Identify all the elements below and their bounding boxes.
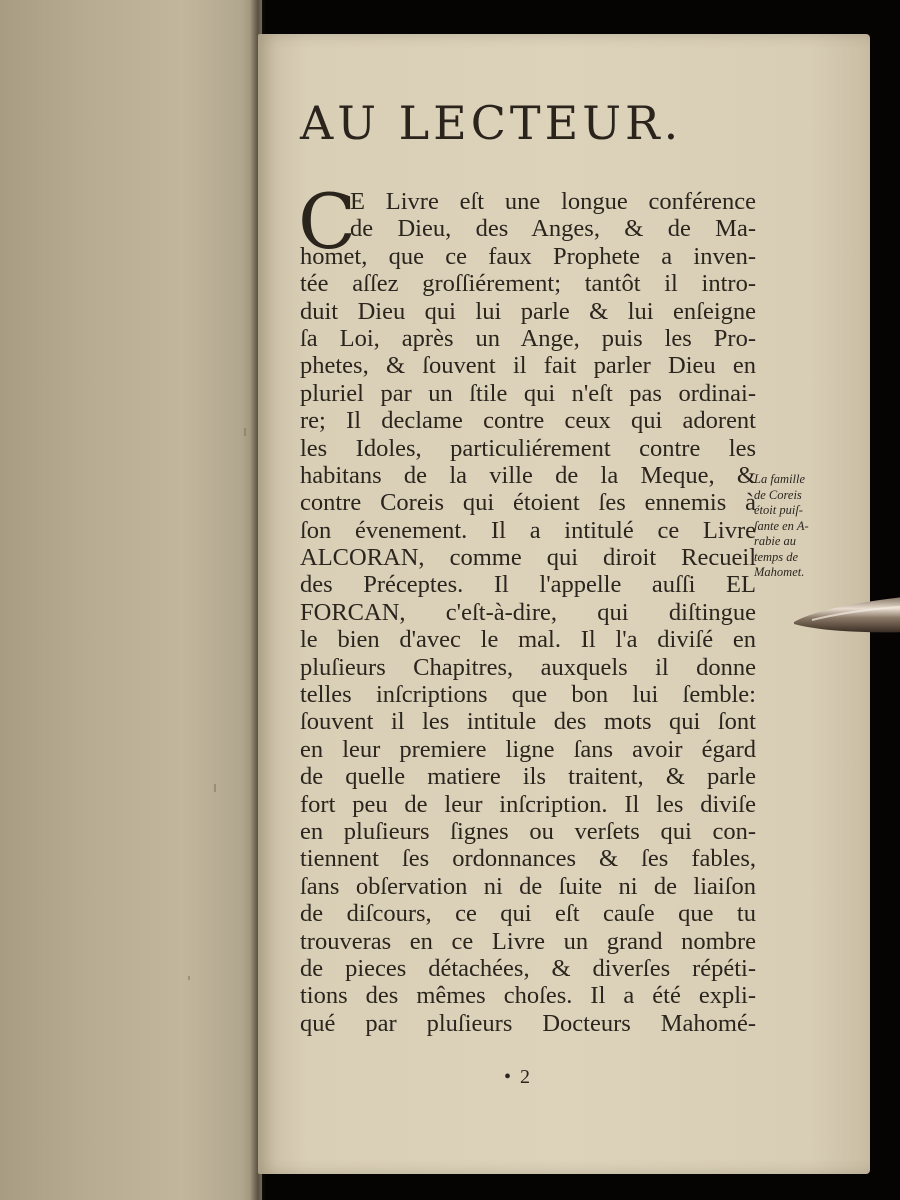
body-line: pluriel par un ſtile qui n'eſt pas ordinai- bbox=[300, 379, 756, 407]
body-line: habitans de la ville de la Meque, & bbox=[300, 461, 756, 489]
margin-note-line: temps de bbox=[754, 549, 799, 564]
body-line: telles inſcriptions que bon lui ſemble: bbox=[300, 681, 756, 709]
body-line: en leur premiere ligne ſans avoir égard bbox=[300, 735, 756, 763]
body-line: ALCORAN, comme qui diroit Recueil bbox=[300, 544, 756, 572]
body-line: de Dieu, des Anges, & de Ma- bbox=[350, 215, 756, 243]
body-line: en pluſieurs ſignes ou verſets qui con- bbox=[300, 817, 756, 845]
body-line: re; Il declame contre ceux qui adorent bbox=[300, 407, 756, 435]
body-line: ſouvent il les intitule des mots qui ſont bbox=[300, 708, 756, 736]
body-line: duit Dieu qui lui parle & lui enſeigne bbox=[300, 297, 756, 325]
body-line: trouveras en ce Livre un grand nombre bbox=[300, 927, 756, 955]
body-line: qué par pluſieurs Docteurs Mahomé- bbox=[300, 1009, 756, 1037]
margin-note-line: étoit puiſ- bbox=[754, 503, 803, 517]
left-page bbox=[0, 0, 262, 1200]
body-line: fort peu de leur inſcription. Il les diviſe bbox=[300, 790, 756, 818]
body-line: phetes, & ſouvent il fait parler Dieu en bbox=[300, 352, 756, 380]
body-line: ſans obſervation ni de ſuite ni de liaiſon bbox=[300, 872, 756, 900]
body-line: FORCAN, c'eſt-à-dire, qui diſtingue bbox=[300, 598, 756, 626]
body-line: des Préceptes. Il l'appelle auſſi EL bbox=[300, 571, 756, 599]
body-line: pluſieurs Chapitres, auxquels il donne bbox=[300, 653, 756, 681]
paper-speck bbox=[214, 784, 216, 792]
body-line: tiennent ſes ordonnances & ſes fables, bbox=[300, 845, 756, 873]
body-line: de pieces détachées, & diverſes répéti- bbox=[300, 954, 756, 982]
body-line: tions des mêmes choſes. Il a été expli- bbox=[300, 982, 756, 1010]
margin-note-line: rabie au bbox=[754, 534, 797, 548]
body-line: ſa Loi, après un Ange, puis les Pro- bbox=[300, 324, 756, 352]
paper-speck bbox=[244, 428, 246, 436]
body-line: ſon évenement. Il a intitulé ce Livre bbox=[300, 516, 756, 544]
paper-speck bbox=[188, 976, 190, 980]
signature-mark: • 2 bbox=[504, 1066, 533, 1088]
body-line: les Idoles, particuliérement contre les bbox=[300, 434, 756, 462]
margin-note-line: de Coreis bbox=[754, 487, 802, 502]
margin-note bbox=[754, 472, 854, 581]
body-line: de diſcours, ce qui eſt cauſe que tu bbox=[300, 900, 756, 928]
body-line: E Livre eſt une longue conférence bbox=[350, 188, 756, 215]
body-line: contre Coreis qui étoient ſes ennemis à bbox=[300, 489, 756, 517]
page-heading: AU LECTEUR. bbox=[300, 96, 683, 150]
body-line: le bien d'avec le mal. Il l'a diviſé en bbox=[300, 626, 756, 654]
margin-note-line: Mahomet. bbox=[754, 565, 805, 579]
body-text bbox=[300, 188, 756, 1037]
drop-cap: C bbox=[298, 177, 357, 266]
body-line: de quelle matiere ils traitent, & parle bbox=[300, 763, 756, 791]
body-line: homet, que ce faux Prophete a inven- bbox=[300, 242, 756, 270]
pointer-tool bbox=[792, 594, 900, 634]
body-line: tée aſſez groſſiérement; tantôt il intro- bbox=[300, 270, 756, 298]
margin-note-line: La famille bbox=[754, 472, 806, 486]
margin-note-line: ſante en A- bbox=[754, 518, 809, 533]
right-page bbox=[258, 34, 870, 1174]
